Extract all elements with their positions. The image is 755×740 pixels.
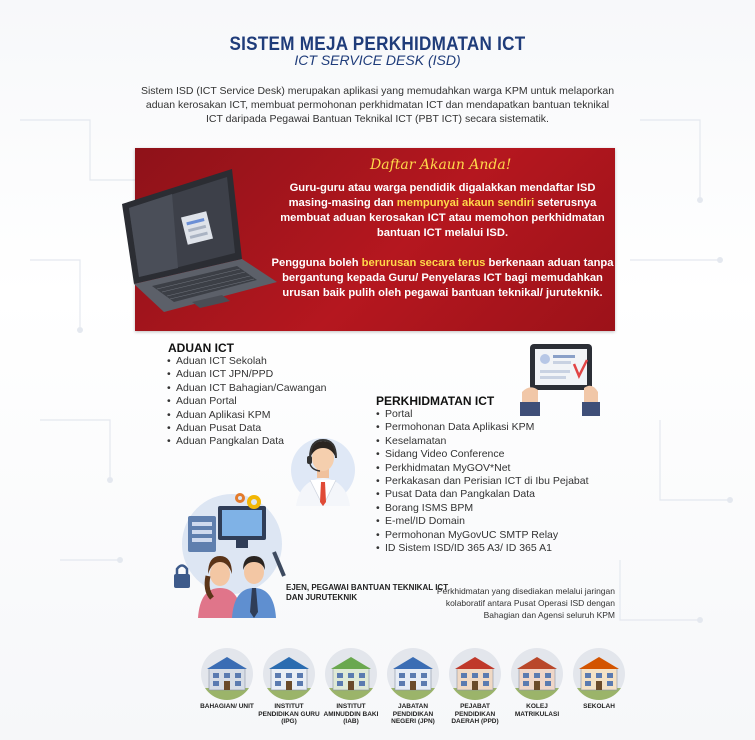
organisation-label: PEJABAT PENDIDIKAN DAERAH (PPD) <box>451 703 499 725</box>
banner-paragraph-1 <box>270 181 615 241</box>
iab-building-icon <box>325 648 377 700</box>
page-subtitle: ICT SERVICE DESK (ISD) <box>294 52 461 68</box>
banner-p2-highlight: berurusan secara terus <box>361 257 486 269</box>
aduan-list-item: • Aduan Pusat Data <box>167 422 377 435</box>
organisation-item <box>506 648 568 718</box>
organisation-item <box>444 648 506 726</box>
perkhidmatan-list-item: • Permohonan MyGovUC SMTP Relay <box>376 529 591 542</box>
perkhidmatan-list-item: • Borang ISMS BPM <box>376 502 591 515</box>
aduan-list-item: • Aduan ICT Sekolah <box>167 355 377 368</box>
college-building-icon <box>511 648 563 700</box>
perkhidmatan-list-item: • Perkhidmatan MyGOV*Net <box>376 462 591 475</box>
ppd-building-icon <box>449 648 501 700</box>
banner-p2-text: Pengguna boleh <box>271 257 362 269</box>
aduan-list-item: • Aduan Aplikasi KPM <box>167 409 377 422</box>
collaboration-caption: Perkhidmatan yang disediakan melalui jaringan kolaboratif antara Pusat Operasi ISD dengan Bahagian dan Agensi seluruh KPM <box>436 586 615 620</box>
school-building-icon <box>573 648 625 700</box>
organisation-label: INSTITUT AMINUDDIN BAKI (IAB) <box>323 703 379 725</box>
helpdesk-agent-icon <box>290 424 356 506</box>
organisation-label: INSTITUT PENDIDIKAN GURU (IPG) <box>258 703 320 725</box>
organisation-label: KOLEJ MATRIKULASI <box>514 703 560 718</box>
technicians-workstation-icon <box>170 492 290 618</box>
perkhidmatan-title: PERKHIDMATAN ICT <box>376 394 495 408</box>
agents-caption: EJEN, PEGAWAI BANTUAN TEKNIKAL ICT DAN JURUTEKNIK <box>286 583 449 602</box>
perkhidmatan-list-item: • Sidang Video Conference <box>376 448 591 461</box>
aduan-title: ADUAN ICT <box>168 341 234 355</box>
organisation-item <box>258 648 320 726</box>
banner-heading: Daftar Akaun Anda! <box>370 157 512 173</box>
organisation-item <box>382 648 444 726</box>
banner-p2-text-end: berkenaan aduan tanpa bergantung kepada Guru/ Penyelaras ICT bagi memudahkan urusan baik pulih oleh pegawai bantuan teknikal/ juruteknik. <box>282 257 614 299</box>
banner-p1-highlight: mempunyai akaun sendiri <box>396 197 535 209</box>
page-title: SISTEM MEJA PERKHIDMATAN ICT <box>229 34 526 55</box>
jpn-building-icon <box>387 648 439 700</box>
perkhidmatan-list-item: • E-mel/ID Domain <box>376 515 591 528</box>
organisation-item <box>320 648 382 726</box>
laptop-icon <box>112 164 282 314</box>
organisation-item <box>568 648 630 711</box>
aduan-list-item: • Aduan ICT JPN/PPD <box>167 368 377 381</box>
banner-p1-text-end: seterusnya membuat aduan kerosakan ICT atau memohon perkhidmatan bantuan ICT melalui ISD. <box>280 197 605 239</box>
tablet-with-hands-icon <box>520 340 600 418</box>
organisation-item <box>196 648 258 711</box>
ipg-building-icon <box>263 648 315 700</box>
intro-paragraph: Sistem ISD (ICT Service Desk) merupakan aplikasi yang memudahkan warga KPM untuk melaporkan aduan kerosakan ICT, membuat permohonan perkhidmatan ICT dan mendapatkan bantuan teknikal ICT daripada Pegawai Bantuan Teknikal ICT (PBT ICT) secara sistematik. <box>140 85 615 125</box>
perkhidmatan-list-item: • Permohonan Data Aplikasi KPM <box>376 421 591 434</box>
perkhidmatan-list-item: • Pusat Data dan Pangkalan Data <box>376 488 591 501</box>
perkhidmatan-list-item: • Portal <box>376 408 591 421</box>
organisation-label: JABATAN PENDIDIKAN NEGERI (JPN) <box>391 703 435 725</box>
office-building-icon <box>201 648 253 700</box>
banner-paragraph-2 <box>270 256 615 301</box>
aduan-list-item: • Aduan ICT Bahagian/Cawangan <box>167 382 377 395</box>
perkhidmatan-list-item: • Perkakasan dan Perisian ICT di Ibu Pejabat <box>376 475 591 488</box>
organisation-label: BAHAGIAN/ UNIT <box>200 703 254 710</box>
aduan-list-item: • Aduan Pangkalan Data <box>167 435 377 448</box>
perkhidmatan-list-item: • Keselamatan <box>376 435 591 448</box>
perkhidmatan-list <box>376 408 591 555</box>
banner-p1-text: Guru-guru atau warga pendidik digalakkan mendaftar ISD masing-masing dan <box>288 182 596 209</box>
perkhidmatan-list-item: • ID Sistem ISD/ID 365 A3/ ID 365 A1 <box>376 542 591 555</box>
aduan-list-item: • Aduan Portal <box>167 395 377 408</box>
organisation-label: SEKOLAH <box>583 703 615 710</box>
